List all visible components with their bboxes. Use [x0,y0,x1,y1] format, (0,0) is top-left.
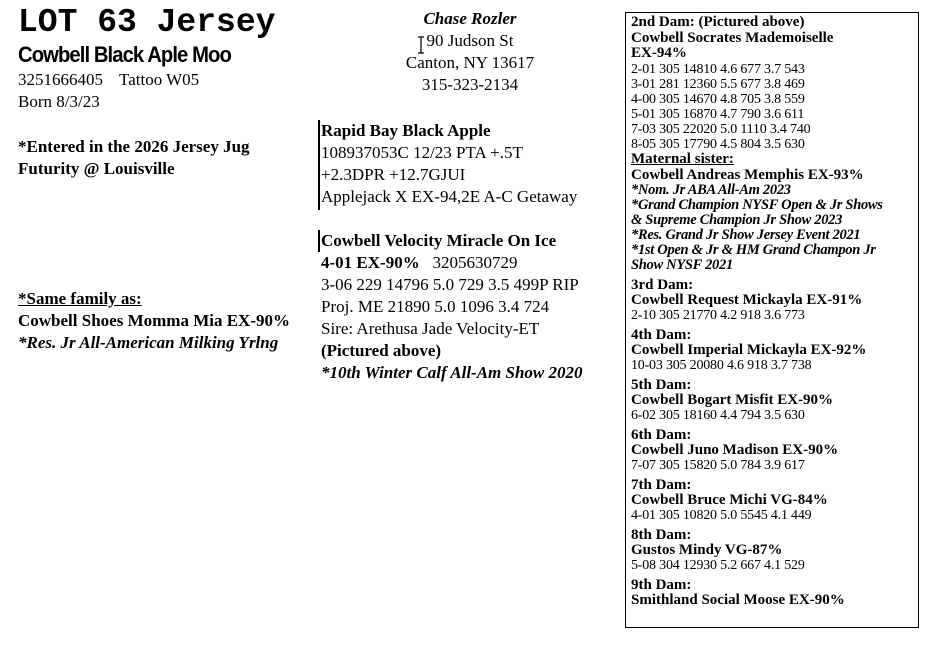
dam-8-name: Gustos Mindy VG-87% [631,542,783,558]
futurity-entry-line2: Futurity @ Louisville [18,159,175,178]
dam-name: Cowbell Velocity Miracle On Ice [321,231,557,250]
second-dam-class: EX-94% [631,45,687,61]
dam-3-heading: 3rd Dam: [631,277,694,293]
dam-6-name: Cowbell Juno Madison EX-90% [631,442,839,458]
consignor-street: 90 Judson St [426,31,514,50]
maternal-sister-honor: & Supreme Champion Jr Show 2023 [631,212,843,228]
dam-registration: 3205630729 [432,253,518,272]
dam-7-record: 4-01 305 10820 5.0 5545 4.1 449 [631,508,812,523]
maternal-sister-honor: *Res. Grand Jr Show Jersey Event 2021 [631,227,861,243]
dam-pictured: (Pictured above) [321,341,442,360]
dam-record: 3-06 229 14796 5.0 729 3.5 499P RIP [321,275,579,294]
same-family-cow: Cowbell Shoes Momma Mia EX-90% [18,311,290,330]
dam-7-heading: 7th Dam: [631,477,692,493]
consignor-name: Chase Rozler [423,9,517,28]
futurity-entry-line1: *Entered in the 2026 Jersey Jug [18,137,250,156]
maternal-sister-heading: Maternal sister: [631,151,734,167]
second-dam-heading: 2nd Dam: (Pictured above) [631,14,805,30]
consignor-city: Canton, NY 13617 [405,53,535,72]
registration-number: 3251666405 [18,70,103,89]
dam-classification: 4-01 EX-90% [321,253,420,272]
dam-3-name: Cowbell Request Mickayla EX-91% [631,292,863,308]
lot-title: LOT 63 Jersey [18,4,276,41]
second-dam-record: 5-01 305 16870 4.7 790 3.6 611 [631,107,805,122]
dam-9-name: Smithland Social Moose EX-90% [631,592,845,608]
registration-line [18,70,199,90]
sire-genomics-2: +2.3DPR +12.7GJUI [321,165,466,184]
dam-5-heading: 5th Dam: [631,377,692,393]
second-dam-record: 7-03 305 22020 5.0 1110 3.4 740 [631,122,811,137]
maternal-sister-name: Cowbell Andreas Memphis EX-93% [631,167,864,183]
second-dam-record: 3-01 281 12360 5.5 677 3.8 469 [631,77,805,92]
sire-genomics-1: 108937053C 12/23 PTA +.5T [321,143,523,162]
same-family-heading: *Same family as: [18,289,142,308]
consignor-block [385,8,555,96]
dam-honor: *10th Winter Calf All-Am Show 2020 [321,363,583,382]
dam-5-name: Cowbell Bogart Misfit EX-90% [631,392,834,408]
maternal-sister-honor: *Nom. Jr ABA All-Am 2023 [631,182,791,198]
maternal-sister-honor: *Grand Champion NYSF Open & Jr Shows [631,197,883,213]
maternal-sister-honor: *1st Open & Jr & HM Grand Champon Jr [631,242,876,258]
dam-6-record: 7-07 305 15820 5.0 784 3.9 617 [631,458,805,473]
same-family-honor: *Res. Jr All-American Milking Yrlng [18,333,279,352]
second-dam-name: Cowbell Socrates Mademoiselle [631,30,834,46]
dam-3-record: 2-10 305 21770 4.2 918 3.6 773 [631,308,805,323]
dam-projection: Proj. ME 21890 5.0 1096 3.4 724 [321,297,550,316]
birth-date: Born 8/3/23 [18,92,100,111]
sire-pedigree: Applejack X EX-94,2E A-C Getaway [321,187,578,206]
dam-9-heading: 9th Dam: [631,577,692,593]
dam-8-record: 5-08 304 12930 5.2 667 4.1 529 [631,558,805,573]
dam-8-heading: 8th Dam: [631,527,692,543]
animal-name: Cowbell Black Aple Moo [18,42,231,67]
second-dam-record: 4-00 305 14670 4.8 705 3.8 559 [631,92,805,107]
futurity-entry [18,136,250,180]
dam-6-heading: 6th Dam: [631,427,692,443]
dam-sire: Sire: Arethusa Jade Velocity-ET [321,319,540,338]
dam-5-record: 6-02 305 18160 4.4 794 3.5 630 [631,408,805,423]
second-dam-record: 2-01 305 14810 4.6 677 3.7 543 [631,62,805,77]
text-cursor-icon [417,36,425,54]
dam-7-name: Cowbell Bruce Michi VG-84% [631,492,828,508]
consignor-phone: 315-323-2134 [421,75,519,94]
dam-4-record: 10-03 305 20080 4.6 918 3.7 738 [631,358,812,373]
dam-4-name: Cowbell Imperial Mickayla EX-92% [631,342,867,358]
tattoo: Tattoo W05 [119,70,200,89]
dam-4-heading: 4th Dam: [631,327,692,343]
second-dam-record: 8-05 305 17790 4.5 804 3.5 630 [631,137,805,152]
sire-name: Rapid Bay Black Apple [321,121,491,140]
maternal-sister-honor: Show NYSF 2021 [631,257,733,273]
dam-class-line [321,252,517,274]
